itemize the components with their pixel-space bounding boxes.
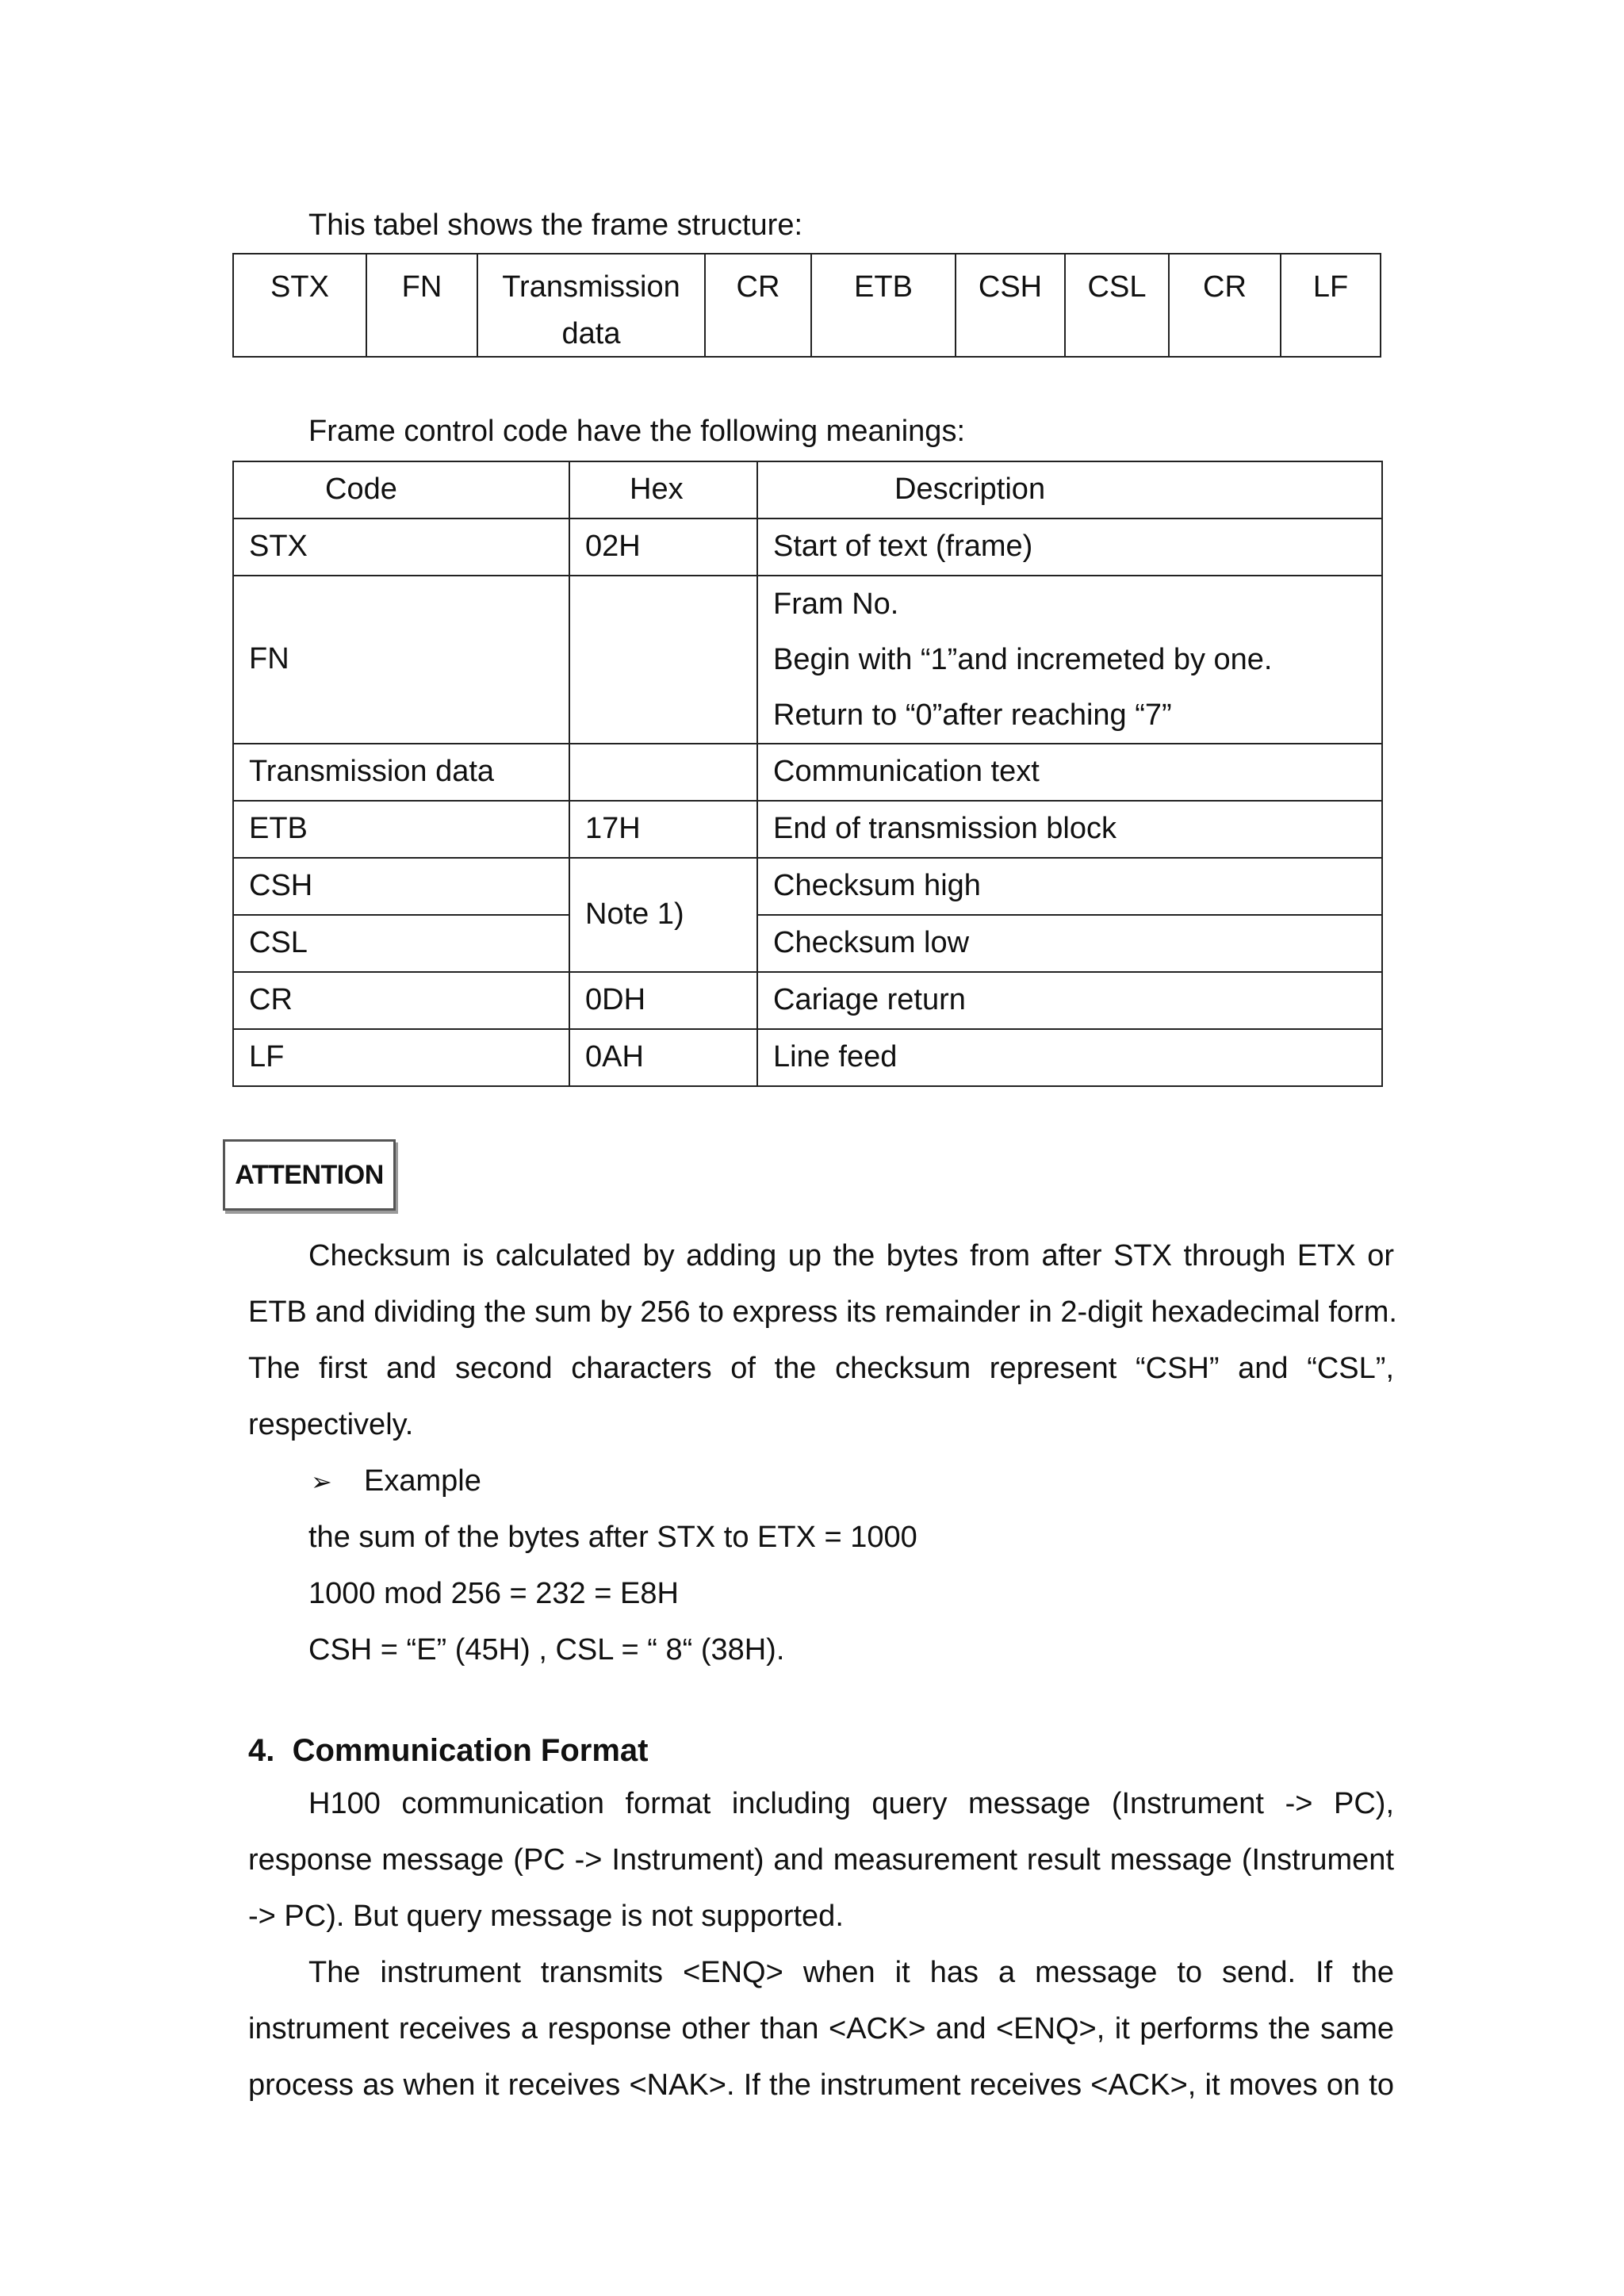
arrow-bullet-icon: ➢ <box>311 1468 332 1496</box>
frame-cell-cr-2: CR <box>1169 254 1281 357</box>
checksum-paragraph-line-1: Checksum is calculated by adding up the bytes from after STX through ETX or <box>308 1239 1394 1272</box>
hex-cell: 17H <box>569 801 757 858</box>
hex-cell-note: Note 1) <box>569 858 757 972</box>
description-cell: Start of text (frame) <box>757 519 1382 576</box>
frame-structure-table <box>232 253 1381 358</box>
code-cell: LF <box>233 1029 569 1086</box>
attention-badge <box>223 1139 396 1211</box>
hex-cell <box>569 576 757 744</box>
frame-cell-csl: CSL <box>1065 254 1169 357</box>
hex-cell: 02H <box>569 519 757 576</box>
example-label: Example <box>364 1464 481 1498</box>
description-cell: Cariage return <box>757 972 1382 1029</box>
table-row <box>233 858 1382 915</box>
section-para2-line-3: process as when it receives <NAK>. If the instrument receives <ACK>, it moves on to <box>248 2068 1394 2102</box>
table-row <box>233 519 1382 576</box>
header-code: Code <box>233 461 569 519</box>
frame-cell-csh: CSH <box>956 254 1065 357</box>
checksum-paragraph-line-3: The first and second characters of the checksum represent “CSH” and “CSL”, <box>248 1352 1394 1385</box>
description-cell: End of transmission block <box>757 801 1382 858</box>
control-code-caption: Frame control code have the following meanings: <box>308 415 966 448</box>
frame-cell-transmission-line1: Transmission <box>502 270 680 304</box>
hex-cell <box>569 744 757 801</box>
code-cell: CSH <box>233 858 569 915</box>
table-row <box>233 801 1382 858</box>
example-line-3: CSH = “E” (45H) , CSL = “ 8“ (38H). <box>308 1633 785 1667</box>
code-cell: FN <box>233 576 569 744</box>
code-cell: STX <box>233 519 569 576</box>
hex-cell: 0AH <box>569 1029 757 1086</box>
fn-desc-line-1: Fram No. <box>773 587 899 621</box>
section-para2-line-2: instrument receives a response other than <ACK> and <ENQ>, it performs the same <box>248 2012 1394 2045</box>
table-row <box>233 576 1382 744</box>
fn-desc-line-3: Return to “0”after reaching “7” <box>773 698 1172 732</box>
description-cell: Checksum low <box>757 915 1382 972</box>
section-para1-line-2: response message (PC -> Instrument) and measurement result message (Instrument <box>248 1843 1394 1877</box>
section-para2-line-1: The instrument transmits <ENQ> when it has a message to send. If the <box>308 1956 1394 1989</box>
frame-cell-stx: STX <box>233 254 366 357</box>
table-row <box>233 744 1382 801</box>
frame-structure-row <box>233 254 1381 357</box>
table-row <box>233 1029 1382 1086</box>
checksum-paragraph-line-2: ETB and dividing the sum by 256 to express its remainder in 2-digit hexadecimal form. <box>248 1295 1397 1329</box>
section-para1-line-3: -> PC). But query message is not supported. <box>248 1900 844 1933</box>
section-heading: 4. Communication Format <box>248 1733 649 1768</box>
attention-label: ATTENTION <box>235 1159 384 1190</box>
frame-cell-cr: CR <box>705 254 811 357</box>
description-cell: Communication text <box>757 744 1382 801</box>
control-code-header-row <box>233 461 1382 519</box>
code-cell: Transmission data <box>233 744 569 801</box>
example-line-1: the sum of the bytes after STX to ETX = 1000 <box>308 1521 917 1554</box>
frame-cell-transmission-data <box>477 254 705 357</box>
frame-cell-lf: LF <box>1281 254 1381 357</box>
code-cell: CR <box>233 972 569 1029</box>
header-hex: Hex <box>569 461 757 519</box>
code-cell: ETB <box>233 801 569 858</box>
checksum-paragraph-line-4: respectively. <box>248 1408 414 1441</box>
section-para1-line-1: H100 communication format including query message (Instrument -> PC), <box>308 1787 1394 1820</box>
description-cell: Checksum high <box>757 858 1382 915</box>
header-description: Description <box>757 461 1382 519</box>
table-row <box>233 915 1382 972</box>
frame-structure-caption: This tabel shows the frame structure: <box>308 209 803 242</box>
control-code-table <box>232 461 1383 1087</box>
code-cell: CSL <box>233 915 569 972</box>
frame-cell-transmission-line2: data <box>561 317 621 350</box>
fn-desc-line-2: Begin with “1”and incremeted by one. <box>773 643 1273 676</box>
description-cell: Line feed <box>757 1029 1382 1086</box>
frame-cell-etb: ETB <box>811 254 956 357</box>
example-line-2: 1000 mod 256 = 232 = E8H <box>308 1577 679 1610</box>
description-cell <box>757 576 1382 744</box>
hex-cell: 0DH <box>569 972 757 1029</box>
table-row <box>233 972 1382 1029</box>
frame-cell-fn: FN <box>366 254 477 357</box>
